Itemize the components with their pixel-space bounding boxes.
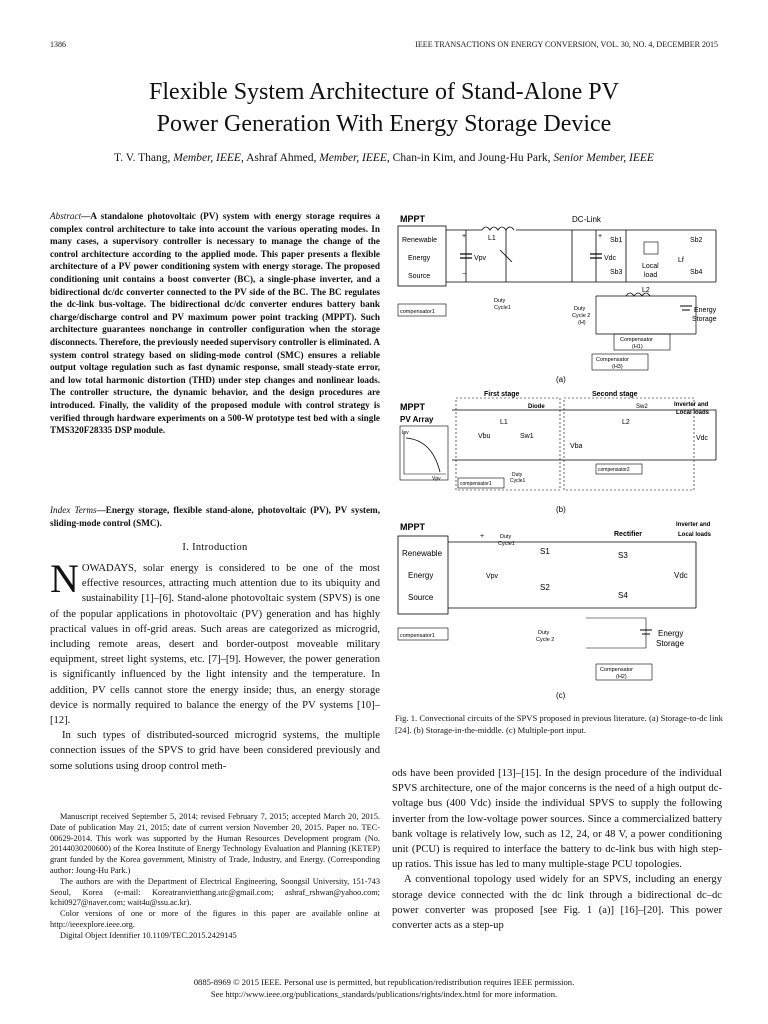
running-header: IEEE TRANSACTIONS ON ENERGY CONVERSION, VOL. 30, NO. 4, DECEMBER 2015 <box>415 40 718 49</box>
fig-a-duty1b: Cycle1 <box>494 305 511 311</box>
fig-b-second-stage-box <box>564 398 694 490</box>
fig-a-inductor-l1 <box>482 227 514 230</box>
fig-a-comp2-label: Compensator <box>620 337 654 343</box>
author-list <box>40 152 728 164</box>
intro-paragraph-2: In such types of distributed-sourced microgrid systems, the multiple connection issues of the SPVS to grid have been considered previously and some solutions using droop control meth- <box>50 730 380 772</box>
fig-b-l1: L1 <box>500 419 508 426</box>
fig-b-first-stage-box <box>456 398 560 490</box>
fig-a-mppt-label: MPPT <box>400 214 426 224</box>
title-line-1: Flexible System Architecture of Stand-Alone PV <box>149 79 619 105</box>
fig-b-pvarray-label: PV Array <box>400 415 434 424</box>
fig-a-comp3-label: Compensator <box>596 357 630 363</box>
fig-b-diode: Diode <box>528 404 545 410</box>
fig-c-vpv: Vpv <box>486 573 499 580</box>
fig-a-sublabel: (a) <box>556 375 566 384</box>
index-terms-label: Index Terms <box>50 505 97 515</box>
fig-c-rectifier: Rectifier <box>614 531 643 538</box>
fig-a-s1: Sb1 <box>610 237 623 244</box>
fig-a-duty2: Duty <box>574 306 586 312</box>
intro-left-column <box>50 556 380 774</box>
fig-a-local-line1: Local <box>642 263 659 270</box>
abstract-label: Abstract <box>50 211 82 221</box>
author-3-role: Senior Member, IEEE <box>553 152 654 164</box>
fig-b-sw2: Sw2 <box>636 404 648 410</box>
fig-b-vbu: Vbu <box>478 433 491 440</box>
fig-a-s4: Sb4 <box>690 269 703 276</box>
abstract <box>50 210 380 437</box>
copyright-line-1: 0885-8969 © 2015 IEEE. Personal use is permitted, but republication/redistribution requires IEEE permission. <box>193 977 575 987</box>
fig-c-comp2b-label: (H2) <box>616 674 627 680</box>
fig-b-second-stage: Second stage <box>592 391 638 398</box>
fig-b-inverter-line1: Inverter and <box>674 402 709 408</box>
fig-a-duty2b: Cycle 2 <box>572 313 591 319</box>
index-terms-text: —Energy storage, flexible stand-alone, photovoltaic (PV), PV system, sliding-mode control (SMC). <box>50 505 380 528</box>
title-line-2: Power Generation With Energy Storage Device <box>156 111 612 137</box>
intro-lead: OWADAYS, <box>81 563 137 574</box>
fig-c-comp1-label: compensator1 <box>400 633 435 639</box>
fig-b-first-stage: First stage <box>484 391 520 398</box>
fig-a-vdc-label: Vdc <box>604 255 617 262</box>
fig-c-source-line2: Energy <box>408 571 434 580</box>
svg-text:−: − <box>462 271 467 278</box>
intro-text-1: solar energy is considered to be one of the most effective resources, attracting much attention due to its ubiquity and sustainability [1]–[6]. Stand-alone photovoltaic system (SPVS) is one of the popular applications in photovoltaic (PV) generation and has highly practical values in off-grid areas. Such areas are categorized as microgrid, including remote areas, desert and border-outpost moveable military equipment, street light systems, etc. [7]–[9]. However, the power generation is significantly influenced by the light intensity and the temperature. In addition, PV cells cannot store the energy inside; thus, an energy storage device is normally required to balance the energy of the PV systems [10]–[12]. <box>50 563 380 727</box>
fig-a-comp2b-label: (H1) <box>632 344 643 350</box>
figure-1c-circuit <box>396 518 726 704</box>
copyright-notice <box>40 976 728 1000</box>
fig-a-s2: Sb2 <box>690 237 703 244</box>
fig-a-duty2c: (H) <box>578 320 586 326</box>
page-number: 1386 <box>50 40 66 49</box>
fig-c-source-line3: Source <box>408 593 434 602</box>
fig-c-duty2b: Cycle 2 <box>536 637 555 643</box>
right-paragraph-1: ods have been provided [13]–[15]. In the design procedure of the individual SPVS architecture, one of the major concerns is the need of a high output dc-voltage bus (400 Vdc) inside the individual SPVS to supply the following inverter from the low-voltage power sources. Since a commercialized battery bank voltage is relatively low, such as 12, 24, or 48 V, a power conditioning unit (PCU) is required to interface the battery to dc-link bus with high step-up ratios. This issue has led to many multiple-stage PCU topologies. <box>392 768 722 871</box>
intro-right-column <box>392 766 722 933</box>
svg-text:+: + <box>598 233 603 240</box>
author-2: , Ashraf Ahmed, <box>240 152 320 164</box>
fig-c-storage-line1: Energy <box>658 629 684 638</box>
footnote-color: Color versions of one or more of the figures in this paper are available online at http://ieeexplore.ieee.org. <box>50 909 380 929</box>
fig-b-dutyb: Cycle1 <box>510 478 526 484</box>
paper-title <box>40 76 728 140</box>
fig-c-vdc: Vdc <box>674 571 688 580</box>
fig-c-inverter-line2: Local loads <box>678 532 712 538</box>
svg-text:+: + <box>480 533 485 540</box>
fig-c-inverter-line1: Inverter and <box>676 522 711 528</box>
fig-b-duty: Duty <box>512 472 523 478</box>
fig-b-inverter-line2: Local loads <box>676 410 710 416</box>
fig-a-comp3b-label: (H3) <box>612 364 623 370</box>
author-2-role: Member, IEEE <box>319 152 387 164</box>
fig-a-s3: Sb3 <box>610 269 623 276</box>
fig-a-local-line2: load <box>644 272 658 279</box>
fig-b-vba: Vba <box>570 443 583 450</box>
fig-b-mppt-label: MPPT <box>400 402 426 412</box>
right-paragraph-2: A conventional topology used widely for an SPVS, including an energy storage device connected with the dc link through a bidirectional dc–dc power converter was proposed [see Fig. 1 (a)] [16]–[20]. This power converter acts as a step-up <box>392 874 722 932</box>
footnote-doi: Digital Object Identifier 10.1109/TEC.2015.2429145 <box>60 930 237 940</box>
fig-a-l1-label: L1 <box>488 235 496 242</box>
fig-a-comp1-label: compensator1 <box>400 309 435 315</box>
fig-c-s3: S3 <box>618 551 628 560</box>
fig-a-l2-label: L2 <box>642 287 650 294</box>
section-heading: I. Introduction <box>182 542 248 553</box>
fig-b-vpv: Vpv <box>432 476 441 482</box>
fig-b-comp2-label: compensator2 <box>598 467 630 473</box>
fig-b-vdc: Vdc <box>696 435 709 442</box>
fig-c-mppt-label: MPPT <box>400 522 426 532</box>
footnote-authors: The authors are with the Department of Electrical Engineering, Soongsil University, 151-743 Seoul, Korea (e-mail: Koreatranvietthang.utc@gmail.com; ashraf_rshwan@yahoo.com; kchi0927@naver.com; wait4u@ssu.ac.kr). <box>50 876 380 908</box>
fig-a-source-line2: Energy <box>408 255 431 262</box>
fig-a-vpv-label: Vpv <box>474 255 487 262</box>
fig-a-source-line3: Source <box>408 273 431 280</box>
fig-b-sw1: Sw1 <box>520 433 534 440</box>
footnotes <box>50 812 380 942</box>
fig-c-source-line1: Renewable <box>402 549 443 558</box>
figure-caption: Fig. 1. Convectional circuits of the SPVS proposed in previous literature. (a) Storage-to-dc link [24]. (b) Storage-in-the-middle. (c) Multiple-port input. <box>395 713 723 736</box>
fig-a-duty1: Duty <box>494 298 506 304</box>
fig-a-dclink-label: DC-Link <box>572 215 601 224</box>
fig-c-sublabel: (c) <box>556 691 566 700</box>
drop-cap: N <box>50 556 79 601</box>
footnote-manuscript: Manuscript received September 5, 2014; revised February 7, 2015; accepted March 20, 2015. Date of publication May 21, 2015; date of current version November 20, 2015. Paper no. TEC-00629-2014. This work was supported by the Human Resources Development program (No. 20144030200600) of the Korea Institute of Energy Technology Evaluation and Planning (KETEP) grant funded by the Korea government, Ministry of Trade, Industry, and Energy. (Corresponding author: Joung-Hu Park.) <box>50 812 380 875</box>
fig-c-s2: S2 <box>540 583 550 592</box>
figure-1b-circuit <box>396 388 726 516</box>
fig-a-storage-line2: Storage <box>692 316 717 323</box>
author-1: T. V. Thang, <box>114 152 174 164</box>
fig-b-ipv: Ipv <box>402 430 409 436</box>
intro-paragraph-1 <box>50 556 380 728</box>
author-1-role: Member, IEEE <box>173 152 241 164</box>
fig-b-l2: L2 <box>622 419 630 426</box>
fig-c-duty: Duty <box>500 534 512 540</box>
fig-c-storage-line2: Storage <box>656 639 685 648</box>
fig-c-comp2-label: Compensator <box>600 667 634 673</box>
fig-c-s4: S4 <box>618 591 628 600</box>
fig-a-lf-label: Lf <box>678 257 684 264</box>
figure-1a-circuit <box>396 210 726 386</box>
abstract-text: —A standalone photovoltaic (PV) system with energy storage requires a complex control architecture to take into account the various operating modes. In many cases, a supervisory controller is necessary to manage the change of the control architecture according to the applied mode. This paper presents a flexible architecture of a PV power conditioning system with energy storage. The proposed conditioning unit contains a boost converter (BC), a single-phase inverter, and a bidirectional dc/dc converter connected to the PV side of the BC. The BC regulates the dc-link bus-voltage. The bidirectional dc/dc converter endures battery bank charge/discharge control and PV maximum power point tracking (MPPT). Such architecture guarantees nonchange in controller configuration when the storage disconnects. Therefore, the previously needed supervisory controller is eliminated. A system control strategy based on sliding-mode control (SMC) ensures a reliable output voltage regulation such as fast dynamic response, small steady-state error, and low total harmonic distortion (THD) under step changes and nonlinear loads. The controller structure, the dynamic behavior, and the design procedures are introduced. Finally, the validity of the proposed module with control strategy is verified through hardware experiments on a 500-W prototype test bed with a single TMS320F28335 DSP module. <box>50 211 380 436</box>
author-3: , Chan-in Kim, and Joung-Hu Park, <box>386 152 554 164</box>
fig-c-dutyb: Cycle1 <box>498 541 515 547</box>
svg-text:+: + <box>462 233 467 240</box>
copyright-line-2: See http://www.ieee.org/publications_standards/publications/rights/index.html for more information. <box>210 989 558 999</box>
fig-b-sublabel: (b) <box>556 505 566 514</box>
index-terms <box>50 504 380 529</box>
fig-c-s1: S1 <box>540 547 550 556</box>
fig-a-source-line1: Renewable <box>402 237 438 244</box>
fig-c-duty2: Duty <box>538 630 550 636</box>
fig-a-storage-line1: Energy <box>694 307 717 314</box>
fig-b-comp1-label: compensator1 <box>460 481 492 487</box>
